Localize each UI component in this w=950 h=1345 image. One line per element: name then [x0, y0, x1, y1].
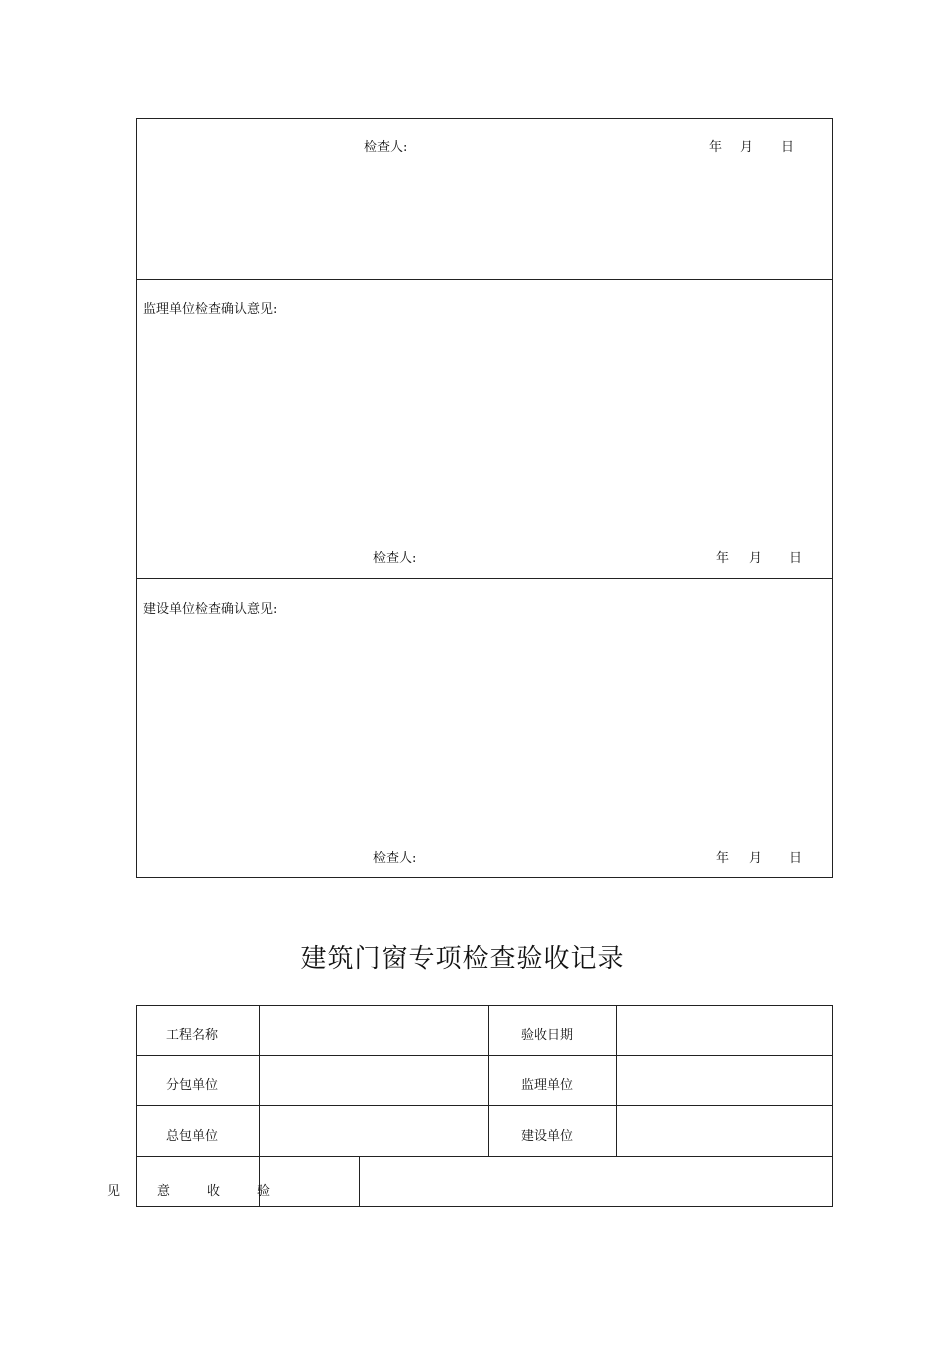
- date-year: 年: [716, 851, 730, 866]
- project-name-field[interactable]: [268, 1024, 480, 1040]
- upper-form: [136, 118, 833, 878]
- project-name-label: 工程名称: [166, 1028, 219, 1043]
- acceptance-opinion-char: 意: [157, 1184, 171, 1199]
- acceptance-opinion-char: 验: [257, 1184, 271, 1199]
- column-divider: [488, 1005, 489, 1157]
- acceptance-opinion-char: 收: [207, 1184, 221, 1199]
- date-year: 年: [716, 551, 730, 566]
- acceptance-opinion-char: 见: [107, 1184, 121, 1199]
- general-contractor-label: 总包单位: [166, 1129, 219, 1144]
- owner-unit-label: 建设单位: [521, 1129, 574, 1144]
- date-day: 日: [789, 551, 803, 566]
- row-divider: [136, 1055, 833, 1056]
- supervisor-opinion-heading: 监理单位检查确认意见:: [143, 302, 278, 317]
- supervisor-unit-label: 监理单位: [521, 1078, 574, 1093]
- date-month: 月: [749, 551, 763, 566]
- acceptance-date-field[interactable]: [625, 1024, 823, 1040]
- row-divider: [136, 1156, 833, 1157]
- date-day: 日: [781, 140, 795, 155]
- inspector-label: 检查人:: [373, 551, 417, 566]
- owner-opinion-heading: 建设单位检查确认意见:: [143, 602, 278, 617]
- section-divider: [136, 279, 833, 280]
- section-divider: [136, 578, 833, 579]
- row-divider: [136, 1105, 833, 1106]
- acceptance-opinion-field[interactable]: [368, 1174, 823, 1192]
- inspector-label: 检查人:: [373, 851, 417, 866]
- date-year: 年: [709, 140, 723, 155]
- supervisor-unit-field[interactable]: [625, 1074, 823, 1090]
- column-divider: [359, 1156, 360, 1207]
- page-title: 建筑门窗专项检查验收记录: [300, 944, 625, 974]
- general-contractor-field[interactable]: [268, 1125, 480, 1141]
- date-day: 日: [789, 851, 803, 866]
- subcontractor-field[interactable]: [268, 1074, 480, 1090]
- column-divider: [259, 1005, 260, 1207]
- column-divider: [616, 1005, 617, 1157]
- date-month: 月: [749, 851, 763, 866]
- owner-unit-field[interactable]: [625, 1125, 823, 1141]
- subcontractor-label: 分包单位: [166, 1078, 219, 1093]
- acceptance-date-label: 验收日期: [521, 1028, 574, 1043]
- date-month: 月: [740, 140, 754, 155]
- inspector-label: 检查人:: [364, 140, 408, 155]
